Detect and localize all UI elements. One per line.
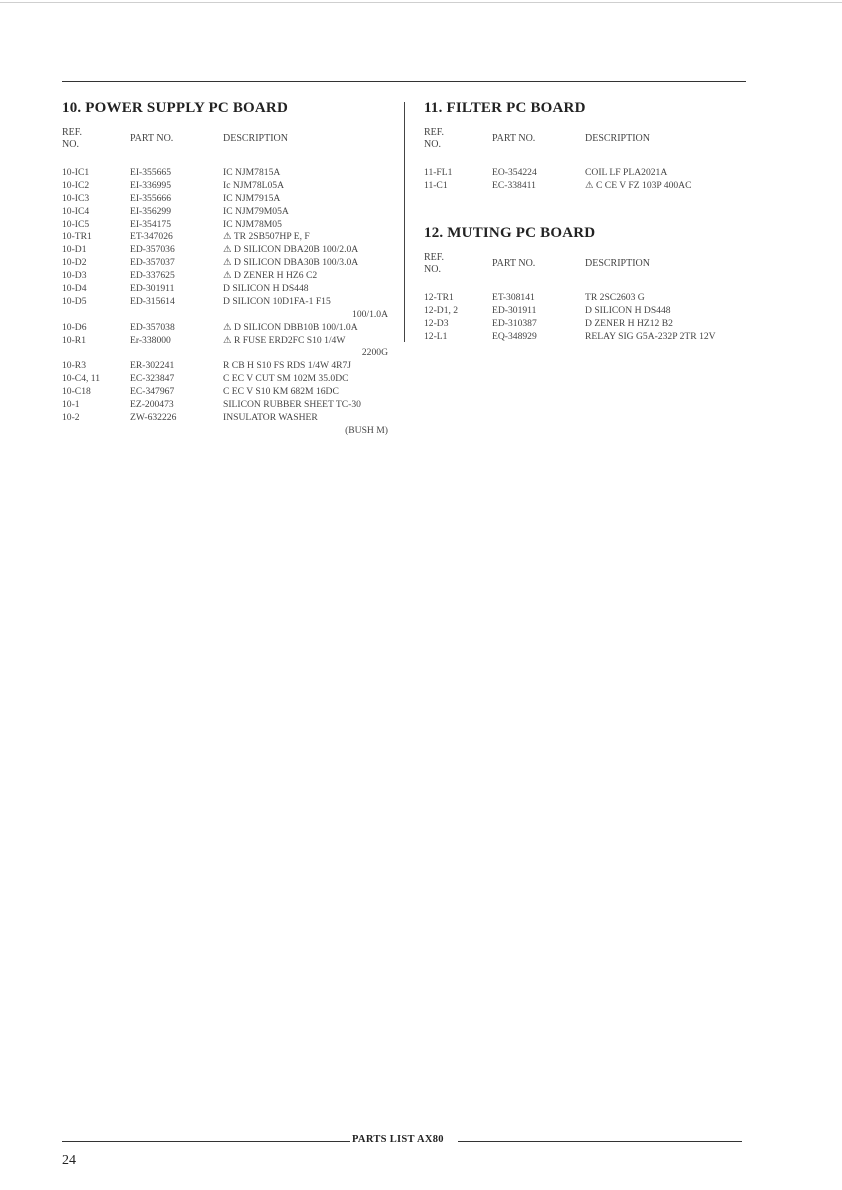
header-description: DESCRIPTION xyxy=(585,133,651,144)
part-no-cell: ER-302241 xyxy=(130,360,175,372)
description-cell: ⚠ D SILICON DBA30B 100/3.0A xyxy=(223,257,359,269)
table-row xyxy=(62,219,388,232)
part-no-cell: EI-336995 xyxy=(130,179,172,191)
section-title: 12. MUTING PC BOARD xyxy=(424,225,596,241)
description-cell: SILICON RUBBER SHEET TC-30 xyxy=(223,399,361,411)
ref-cell: 10-IC1 xyxy=(62,167,90,178)
header-part-no: PART NO. xyxy=(130,133,174,144)
description-cell: ⚠ R FUSE ERD2FC S10 1/4W xyxy=(223,334,346,346)
part-no-cell: EQ-348929 xyxy=(492,330,537,342)
table-row xyxy=(62,412,388,425)
description-cell: ⚠ D ZENER H HZ6 C2 xyxy=(223,270,318,282)
part-no-cell: ET-308141 xyxy=(492,292,535,303)
description-cell: COIL LF PLA2021A xyxy=(585,167,668,178)
description-cell: D SILICON H DS448 xyxy=(223,283,309,295)
ref-cell: 10-C18 xyxy=(62,386,91,398)
table-header xyxy=(424,252,744,282)
ref-cell: 12-TR1 xyxy=(424,292,454,303)
parts-table xyxy=(424,292,744,344)
header-ref: REF. NO. xyxy=(424,127,445,150)
ref-cell: 12-L1 xyxy=(424,330,448,342)
table-row xyxy=(62,270,388,283)
header-description: DESCRIPTION xyxy=(585,258,651,269)
table-row xyxy=(62,180,388,193)
description-cell: ⚠ D SILICON DBB10B 100/1.0A xyxy=(223,321,358,333)
ref-cell: 10-IC5 xyxy=(62,218,90,230)
description-cell: IC NJM78M05 xyxy=(223,218,282,230)
table-row xyxy=(62,399,388,412)
ref-cell: 11-C1 xyxy=(424,179,448,191)
parts-table xyxy=(62,167,388,438)
ref-cell: 12-D3 xyxy=(424,317,449,329)
description-cell: TR 2SC2603 G xyxy=(585,292,645,303)
ref-cell: 10-D6 xyxy=(62,321,87,333)
table-row xyxy=(62,244,388,257)
description-cell: ⚠ TR 2SB507HP E, F xyxy=(223,231,310,243)
ref-cell: 10-2 xyxy=(62,411,80,423)
description-cell: R CB H S10 FS RDS 1/4W 4R7J xyxy=(223,360,352,372)
table-row xyxy=(62,206,388,219)
table-row xyxy=(424,292,744,305)
table-row xyxy=(62,360,388,373)
table-row xyxy=(62,231,388,244)
description-cell: IC NJM79M05A xyxy=(223,205,289,217)
part-no-cell: ET-347026 xyxy=(130,231,173,243)
footer-title: PARTS LIST AX80 xyxy=(352,1134,444,1145)
part-no-cell: ED-315614 xyxy=(130,295,175,307)
header-part-no: PART NO. xyxy=(492,133,536,144)
part-no-cell: ED-357037 xyxy=(130,257,175,269)
part-no-cell: EI-356299 xyxy=(130,205,172,217)
table-row xyxy=(424,167,744,180)
part-no-cell: EZ-200473 xyxy=(130,399,174,411)
description-cell: RELAY SIG G5A-232P 2TR 12V xyxy=(585,330,716,342)
ref-cell: 10-IC2 xyxy=(62,179,90,191)
ref-cell: 10-IC3 xyxy=(62,192,90,204)
table-row xyxy=(62,296,388,309)
part-no-cell: ED-310387 xyxy=(492,317,537,329)
part-no-cell: ED-301911 xyxy=(492,304,537,316)
ref-cell: 10-C4, 11 xyxy=(62,373,101,385)
parts-table xyxy=(424,167,744,193)
description-cell: ⚠ C CE V FZ 103P 400AC xyxy=(585,179,692,191)
part-no-cell: EI-354175 xyxy=(130,218,172,230)
description-cell: D SILICON H DS448 xyxy=(585,304,671,316)
description-cell: IC NJM7815A xyxy=(223,167,281,178)
table-row xyxy=(62,386,388,399)
header-part-no: PART NO. xyxy=(492,258,536,269)
header-description: DESCRIPTION xyxy=(223,133,289,144)
description-cell: D SILICON 10D1FA-1 F15 xyxy=(223,295,331,307)
part-no-cell: ED-357036 xyxy=(130,244,175,256)
table-row xyxy=(424,180,744,193)
part-no-cell: EC-338411 xyxy=(492,179,536,191)
scan-edge-line xyxy=(0,2,842,3)
section-muting xyxy=(424,225,744,344)
table-row xyxy=(62,335,388,348)
description-continuation: 100/1.0A xyxy=(352,308,388,320)
table-row xyxy=(62,193,388,206)
description-continuation: 2200G xyxy=(361,347,388,359)
ref-cell: 10-D4 xyxy=(62,283,87,295)
ref-cell: 12-D1, 2 xyxy=(424,304,459,316)
ref-cell: 10-IC4 xyxy=(62,205,90,217)
description-cell: C EC V S10 KM 682M 16DC xyxy=(223,386,339,398)
ref-cell: 10-D1 xyxy=(62,244,87,256)
ref-cell: 10-D3 xyxy=(62,270,87,282)
description-cell: D ZENER H HZ12 B2 xyxy=(585,317,673,329)
table-row xyxy=(62,283,388,296)
part-no-cell: EO-354224 xyxy=(492,167,537,178)
part-no-cell: EI-355665 xyxy=(130,167,172,178)
top-rule xyxy=(62,81,746,82)
part-no-cell: EC-347967 xyxy=(130,386,175,398)
description-cell: C EC V CUT SM 102M 35.0DC xyxy=(223,373,349,385)
table-row xyxy=(62,373,388,386)
ref-cell: 10-D2 xyxy=(62,257,87,269)
table-row xyxy=(424,305,744,318)
part-no-cell: ED-337625 xyxy=(130,270,175,282)
section-power-supply xyxy=(62,100,388,438)
footer-rule-right xyxy=(458,1141,742,1142)
description-cell: Ic NJM78L05A xyxy=(223,179,285,191)
table-row xyxy=(424,318,744,331)
ref-cell: 10-D5 xyxy=(62,295,87,307)
table-row xyxy=(424,331,744,344)
part-no-cell: Er-338000 xyxy=(130,334,171,346)
footer-rule-left xyxy=(62,1141,350,1142)
description-cell: INSULATOR WASHER xyxy=(223,411,318,423)
header-ref: REF. NO. xyxy=(62,127,83,150)
ref-cell: 10-1 xyxy=(62,399,80,411)
part-no-cell: ED-357038 xyxy=(130,321,175,333)
table-row xyxy=(62,167,388,180)
section-title: 11. FILTER PC BOARD xyxy=(424,100,586,116)
ref-cell: 11-FL1 xyxy=(424,167,453,178)
table-header xyxy=(424,127,744,157)
ref-cell: 10-R3 xyxy=(62,360,86,372)
ref-cell: 10-TR1 xyxy=(62,231,92,243)
page-number: 24 xyxy=(62,1153,76,1168)
table-header xyxy=(62,127,388,157)
section-filter xyxy=(424,100,744,193)
table-row xyxy=(62,322,388,335)
part-no-cell: EI-355666 xyxy=(130,192,172,204)
description-continuation: (BUSH M) xyxy=(345,424,388,436)
description-cell: IC NJM7915A xyxy=(223,192,281,204)
part-no-cell: EC-323847 xyxy=(130,373,175,385)
section-title: 10. POWER SUPPLY PC BOARD xyxy=(62,100,288,116)
ref-cell: 10-R1 xyxy=(62,334,86,346)
part-no-cell: ED-301911 xyxy=(130,283,175,295)
column-divider xyxy=(404,102,405,342)
header-ref: REF. NO. xyxy=(424,252,445,275)
part-no-cell: ZW-632226 xyxy=(130,411,177,423)
table-row xyxy=(62,257,388,270)
description-cell: ⚠ D SILICON DBA20B 100/2.0A xyxy=(223,244,359,256)
